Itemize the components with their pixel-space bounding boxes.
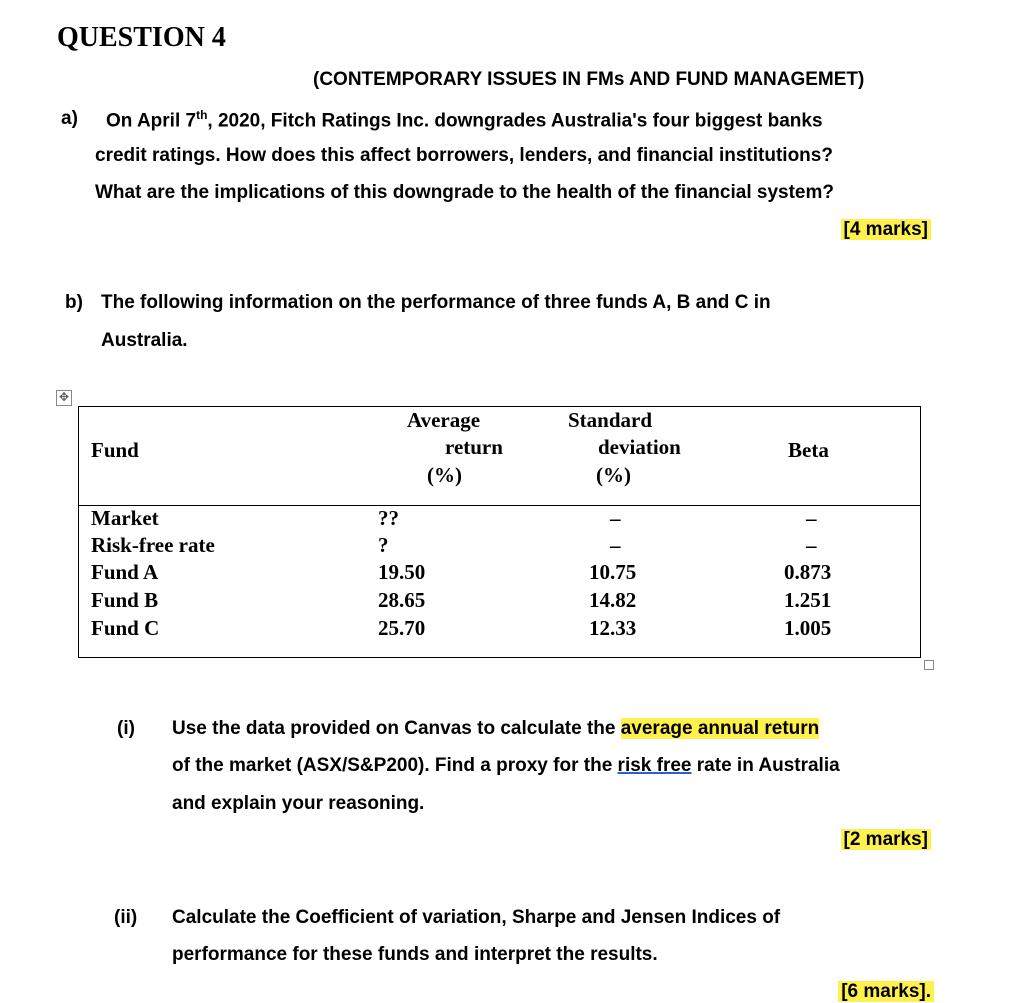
row-fund-c-ret: 25.70 <box>378 616 426 640</box>
header-avg-3: (%) <box>427 463 462 487</box>
row-fund-b-name: Fund B <box>91 588 159 612</box>
sub-ii-line-1: Calculate the Coefficient of variation, Sharpe and Jensen Indices of <box>172 907 781 928</box>
part-b-line-2: Australia. <box>101 330 188 351</box>
table-move-handle-icon[interactable]: ✥ <box>56 390 72 406</box>
row-rf-ret: ? <box>378 533 389 557</box>
sub-ii-marks-text: [6 marks]. <box>838 981 934 1002</box>
header-sd-1: Standard <box>568 408 653 432</box>
row-fund-a-sd: 10.75 <box>589 560 637 584</box>
sub-i-underlined: risk free <box>617 755 692 776</box>
sub-i-line-2-post: rate in Australia <box>691 755 840 776</box>
part-a-sup: th <box>196 108 208 122</box>
table-resize-handle[interactable] <box>924 660 934 670</box>
part-a-label: a) <box>61 108 78 129</box>
row-market-beta: – <box>806 506 817 530</box>
sub-ii-label: (ii) <box>114 907 138 928</box>
header-beta: Beta <box>788 438 829 462</box>
row-fund-a-ret: 19.50 <box>378 560 426 584</box>
sub-ii-line-2: performance for these funds and interpret the results. <box>172 944 658 965</box>
row-market-name: Market <box>91 506 159 530</box>
part-b-line-1: The following information on the performance of three funds A, B and C in <box>101 292 771 313</box>
part-a-line-2: credit ratings. How does this affect borrowers, lenders, and financial institutions? <box>95 145 833 166</box>
sub-i-line-1 <box>172 718 819 740</box>
row-fund-a-name: Fund A <box>91 560 159 584</box>
row-rf-beta: – <box>806 533 817 557</box>
header-avg-2: return <box>445 435 503 459</box>
part-a-marks-text: [4 marks] <box>841 219 932 240</box>
part-a-marks <box>841 219 932 241</box>
sub-i-marks <box>841 829 932 851</box>
part-a-line-1 <box>106 108 823 132</box>
part-a-line-1-pre: On April 7 <box>106 110 197 132</box>
question-title: QUESTION 4 <box>57 22 226 53</box>
sub-i-line-3: and explain your reasoning. <box>172 793 425 814</box>
table-header-divider <box>78 505 921 506</box>
row-market-ret: ?? <box>378 506 399 530</box>
part-a-line-1-post: , 2020, Fitch Ratings Inc. downgrades Australia's four biggest banks <box>207 110 823 132</box>
part-b-label: b) <box>65 292 83 313</box>
row-fund-b-sd: 14.82 <box>589 588 637 612</box>
row-rf-sd: – <box>610 533 621 557</box>
row-fund-b-ret: 28.65 <box>378 588 426 612</box>
part-a-line-3: What are the implications of this downgrade to the health of the financial system? <box>95 182 834 203</box>
header-avg-1: Average <box>407 408 481 432</box>
sub-i-marks-text: [2 marks] <box>841 829 932 850</box>
sub-i-highlight: average annual return <box>620 718 820 739</box>
row-fund-c-beta: 1.005 <box>784 616 832 640</box>
row-fund-c-sd: 12.33 <box>589 616 637 640</box>
section-heading: (CONTEMPORARY ISSUES IN FMs AND FUND MANAGEMET) <box>313 69 865 90</box>
sub-i-line-2-pre: of the market (ASX/S&P200). Find a proxy for the <box>172 755 618 776</box>
header-sd-2: deviation <box>598 435 681 459</box>
sub-i-label: (i) <box>117 718 135 739</box>
row-market-sd: – <box>610 506 621 530</box>
row-fund-c-name: Fund C <box>91 616 160 640</box>
header-fund: Fund <box>91 438 139 462</box>
header-sd-3: (%) <box>596 463 631 487</box>
row-fund-a-beta: 0.873 <box>784 560 832 584</box>
row-fund-b-beta: 1.251 <box>784 588 832 612</box>
row-rf-name: Risk-free rate <box>91 533 215 557</box>
sub-i-line-2 <box>172 755 840 777</box>
sub-i-line-1-pre: Use the data provided on Canvas to calculate the <box>172 718 621 739</box>
